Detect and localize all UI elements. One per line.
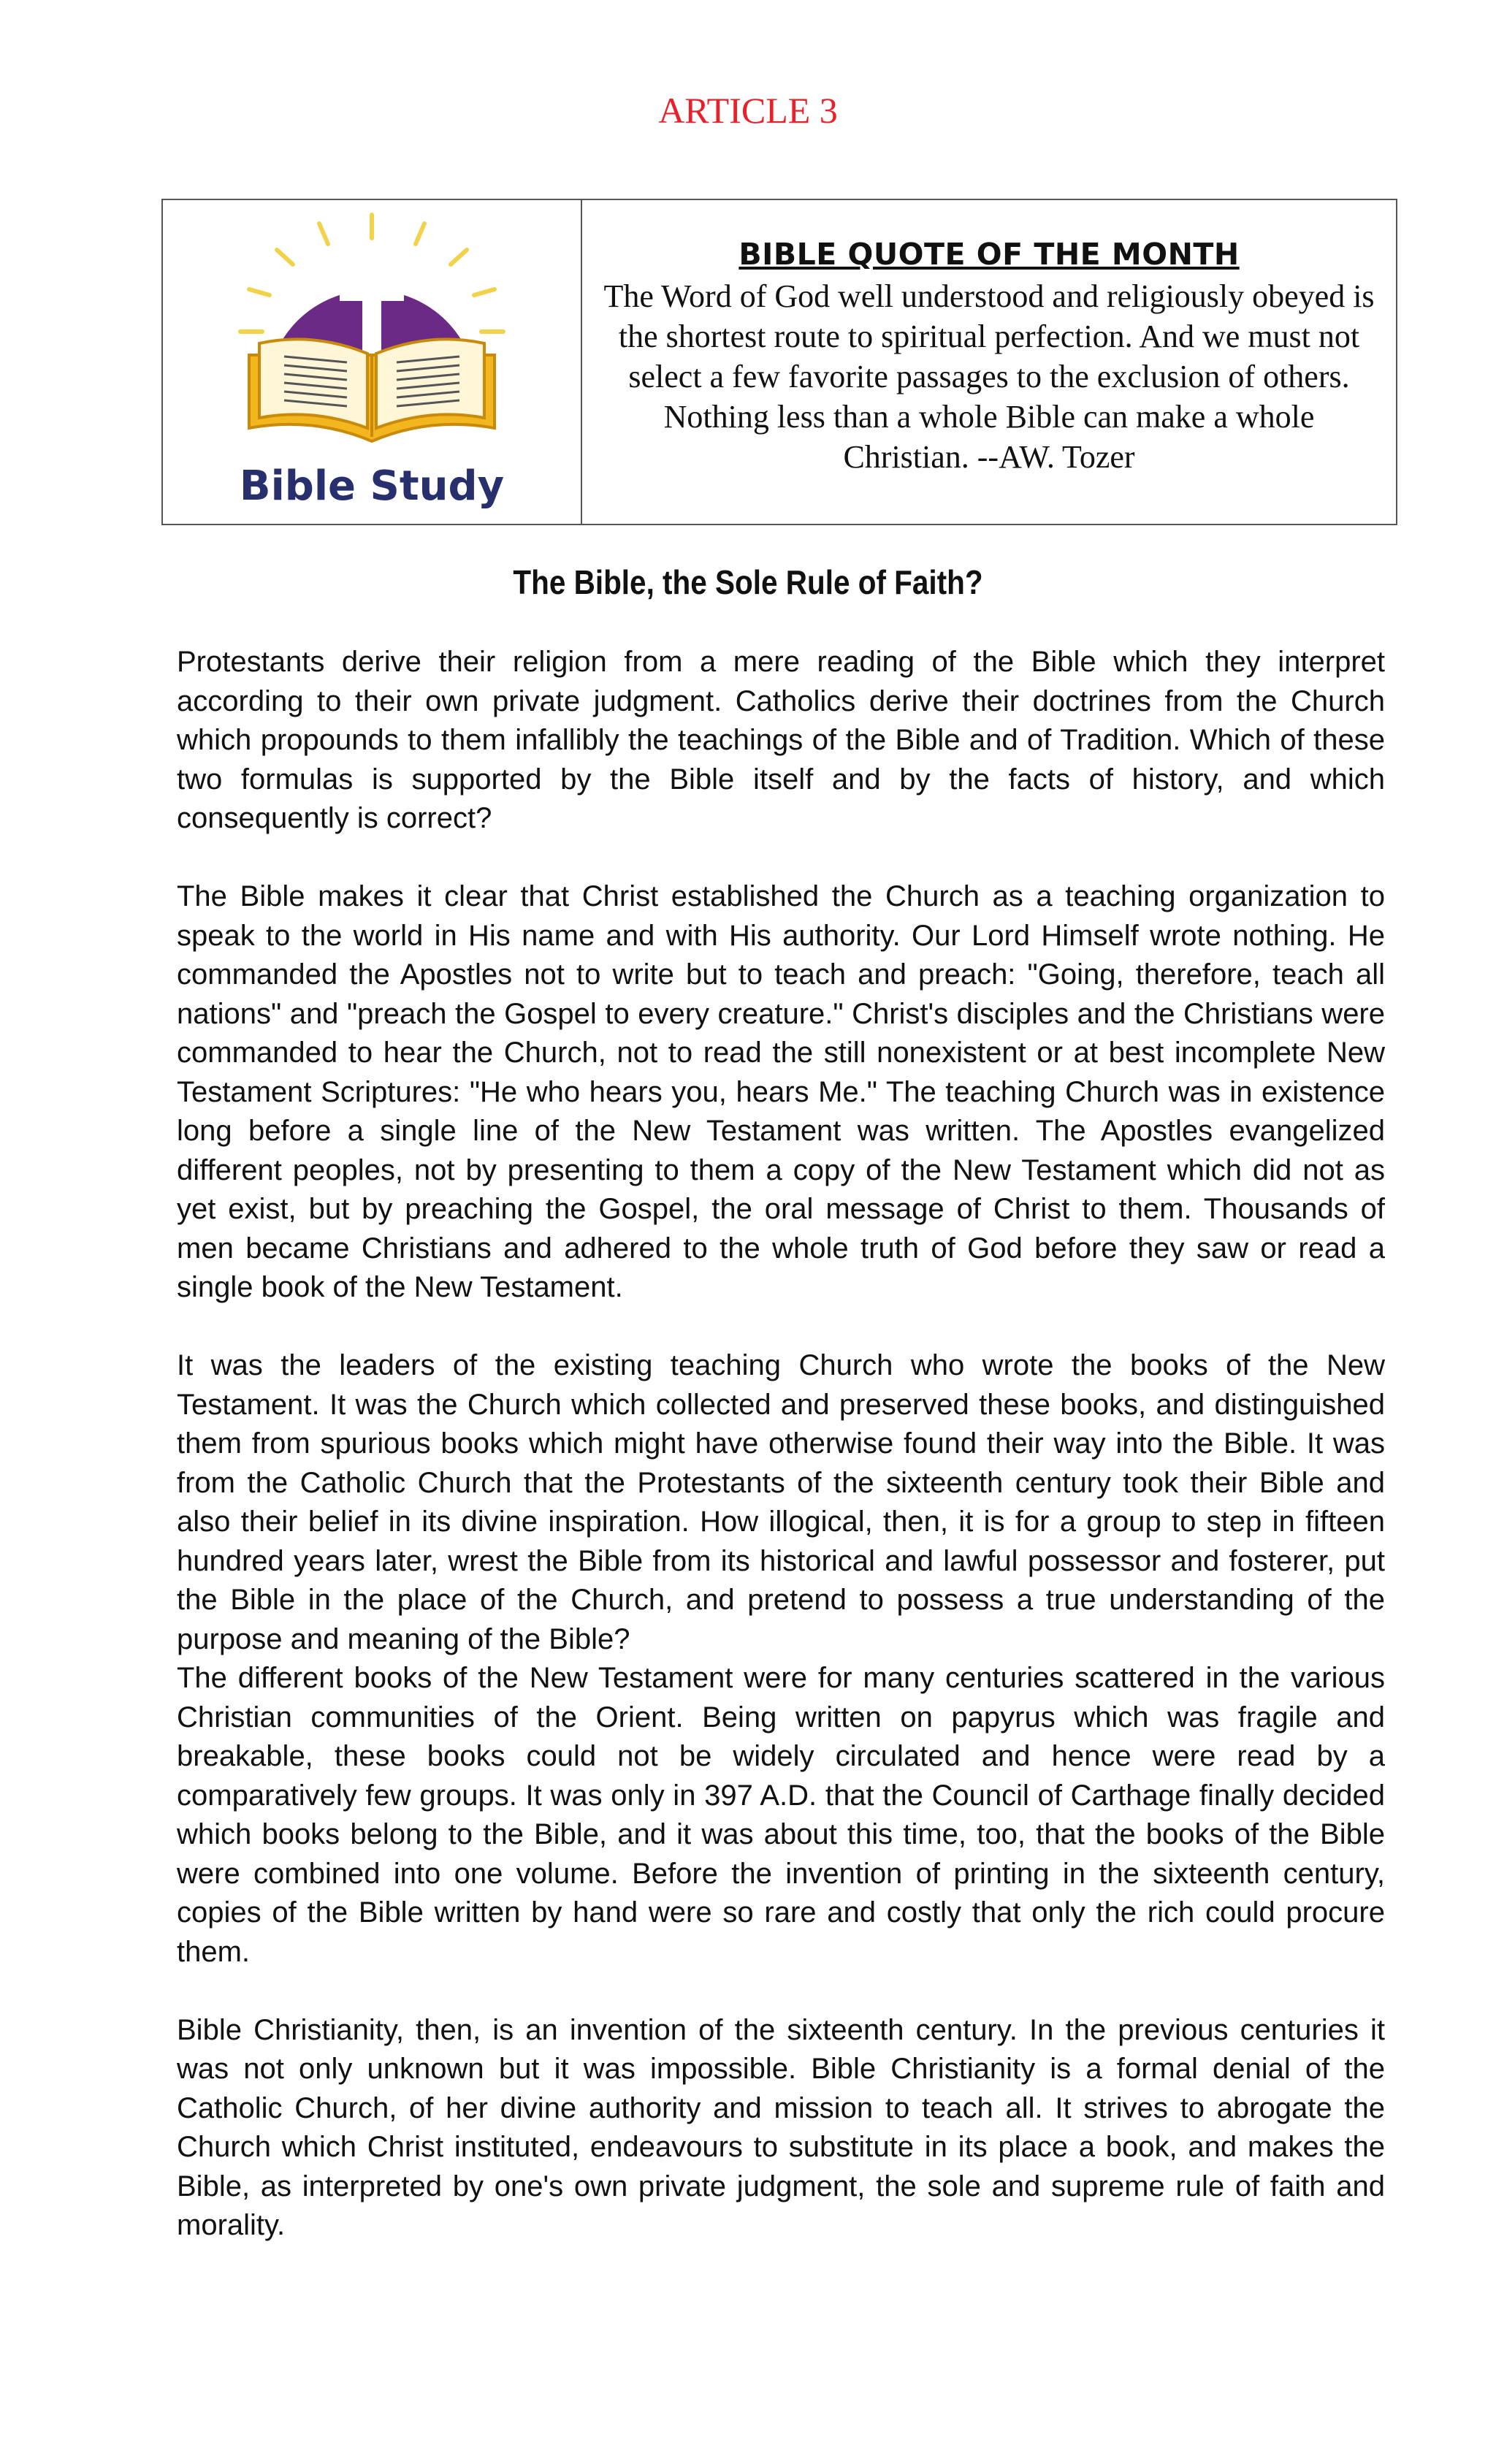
paragraph: Bible Christianity, then, is an invention of the sixteenth century. In the previous centuries it was not only unknown but it was impossible. Bible Christianity is a formal denial of the Catholic Church, of her divine authority and mission to teach all. It strives to abrogate the Church which Christ instituted, endeavours to substitute in its place a book, and makes the Bible, as interpreted by one's own private judgment, the sole and supreme rule of faith and morality.	[177, 2013, 1385, 2241]
article-label: ARTICLE 3	[658, 90, 838, 131]
paragraph: The Bible makes it clear that Christ established the Church as a teaching organization to speak to the world in His name and with His authority. Our Lord Himself wrote nothing. He commanded the Apostles not to write but to teach and preach: "Going, therefore, teach all nations" and "preach the Gospel to every creature." Christ's disciples and the Christians were commanded to hear the Church, not to read the still nonexistent or at best incomplete New Testament Scriptures: "He who hears you, hears Me." The teaching Church was in existence long before a single line of the New Testament was written. The Apostles evangelized different peoples, not by presenting to them a copy of the New Testament which did not as yet exist, but by preaching the Gospel, the oral message of Christ to them. Thousands of men became Christians and adhered to the whole truth of God before they saw or read a single book of the New Testament.	[177, 880, 1385, 1303]
paragraph: It was the leaders of the existing teaching Church who wrote the books of the New Testament. It was the Church which collected and preserved these books, and distinguished them from spurious books which might have otherwise found their way into the Bible. It was from the Catholic Church that the Protestants of the sixteenth century took their Bible and also their belief in its divine inspiration. How illogical, then, it is for a group to step in fifteen hundred years later, wrest the Bible from its historical and lawful possessor and fosterer, put the Bible in the place of the Church, and pretend to possess a true understanding of the purpose and meaning of the Bible?	[177, 1349, 1385, 1655]
article-title: The Bible, the Sole Rule of Faith?	[513, 563, 983, 601]
paragraph: The different books of the New Testament were for many centuries scattered in the various Christian communities of the Orient. Being written on papyrus which was fragile and breakable, these books could not be widely circulated and hence were read by a comparatively few groups. It was only in 397 A.D. that the Council of Carthage finally decided which books belong to the Bible, and it was about this time, too, that the books of the Bible were combined into one volume. Before the invention of printing in the sixteenth century, copies of the Bible written by hand were so rare and costly that only the rich could procure them.	[177, 1662, 1385, 1968]
logo-label: Bible Study	[239, 462, 505, 510]
quote-title: BIBLE QUOTE OF THE MONTH	[739, 237, 1240, 272]
quote-text: The Word of God well understood and religiously obeyed is the shortest route to spiritual perfection. And we must not select a few favorite passages to the exclusion of others. Nothing less than a whole Bible can make a whole Christian. --AW. Tozer	[603, 278, 1375, 475]
bible-study-logo	[163, 200, 582, 524]
paragraph: Protestants derive their religion from a mere reading of the Bible which they interpret according to their own private judgment. Catholics derive their doctrines from the Church which propounds to them infallibly the teachings of the Bible and of Tradition. Which of these two formulas is supported by the Bible itself and by the facts of history, and which consequently is correct?	[177, 646, 1385, 834]
bible-study-logo-icon	[211, 209, 533, 516]
quote-box	[161, 199, 1397, 525]
article-body	[177, 643, 1385, 2246]
quote-cell	[582, 200, 1396, 524]
